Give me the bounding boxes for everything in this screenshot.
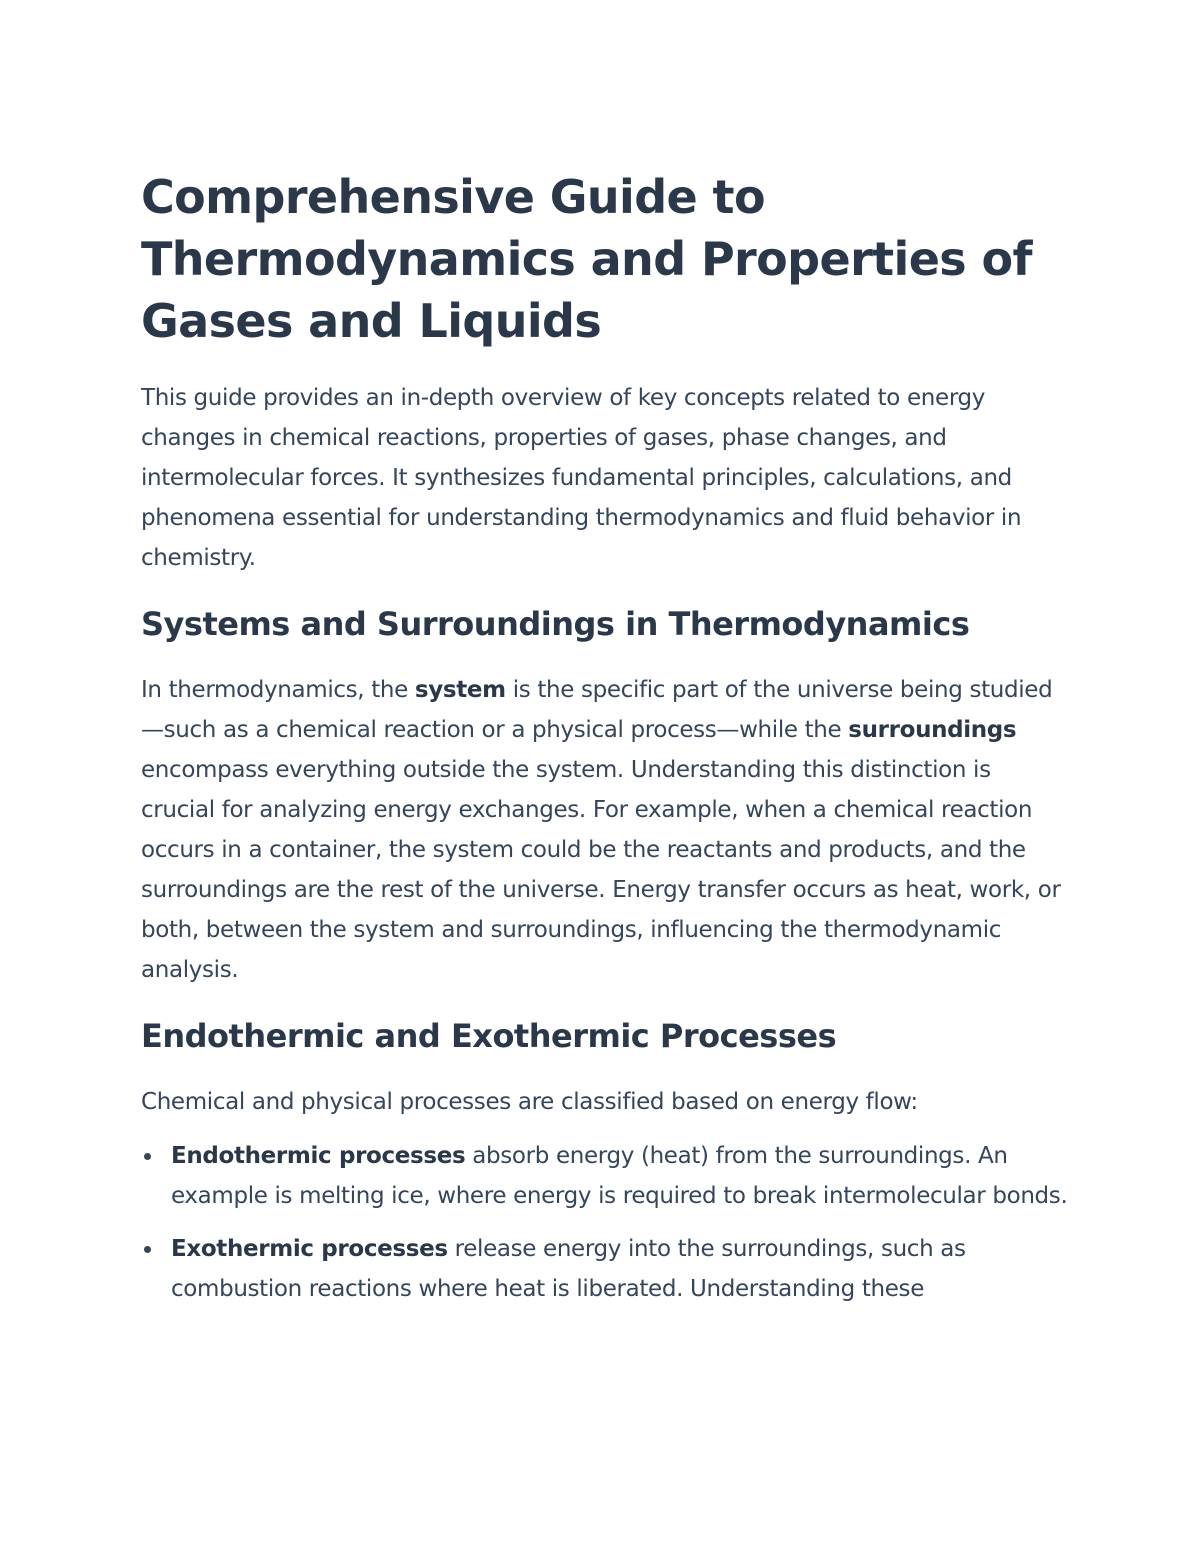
- bold-term-surroundings: surroundings: [848, 717, 1017, 743]
- bold-term-exothermic: Exothermic processes: [171, 1236, 448, 1262]
- section-heading-systems: Systems and Surroundings in Thermodynamics: [141, 605, 970, 643]
- intro-paragraph: This guide provides an in-depth overview of key concepts related to energy changes in chemical reactions, properties of gases, phase changes, and intermolecular forces. It synthesizes fundamental principles, calculations, and phenomena essential for understanding thermodynamics and fluid behavior in chemistry.: [141, 385, 1022, 571]
- section-paragraph-systems: [141, 670, 1071, 990]
- section-heading-endo-exo: Endothermic and Exothermic Processes: [141, 1017, 837, 1055]
- bold-term-system: system: [414, 677, 506, 703]
- bold-term-endothermic: Endothermic processes: [171, 1143, 466, 1169]
- text-run: encompass everything outside the system. Understanding this distinction is crucial for analyzing energy exchanges. For example, when a chemical reaction occurs in a container, the system could be the reactants and products, and the surroundings are the rest of the universe. Energy transfer occurs as heat, work, or both, between the system and surroundings, influencing the thermodynamic analysis.: [141, 757, 1061, 983]
- document-title: Comprehensive Guide to Thermodynamics and Properties of Gases and Liquids: [141, 170, 1032, 348]
- bullet-list: [141, 1136, 1071, 1309]
- document-page: [141, 166, 1071, 1322]
- list-item-text: release energy into the surroundings, such as combustion reactions where heat is liberated. Understanding these: [171, 1236, 966, 1302]
- list-item-exothermic: [141, 1229, 1071, 1309]
- section-paragraph-endo-exo: Chemical and physical processes are classified based on energy flow:: [141, 1089, 918, 1115]
- bullet-dot-icon: [144, 1246, 151, 1253]
- list-item-text: absorb energy (heat) from the surroundings. An example is melting ice, where energy is required to break intermolecular bonds.: [171, 1143, 1068, 1209]
- bullet-dot-icon: [144, 1153, 151, 1160]
- text-run: In thermodynamics, the: [141, 677, 415, 703]
- text-run: is the specific part of the universe being studied—such as a chemical reaction or a physical process—while the: [141, 677, 1053, 743]
- list-item-endothermic: [141, 1136, 1071, 1216]
